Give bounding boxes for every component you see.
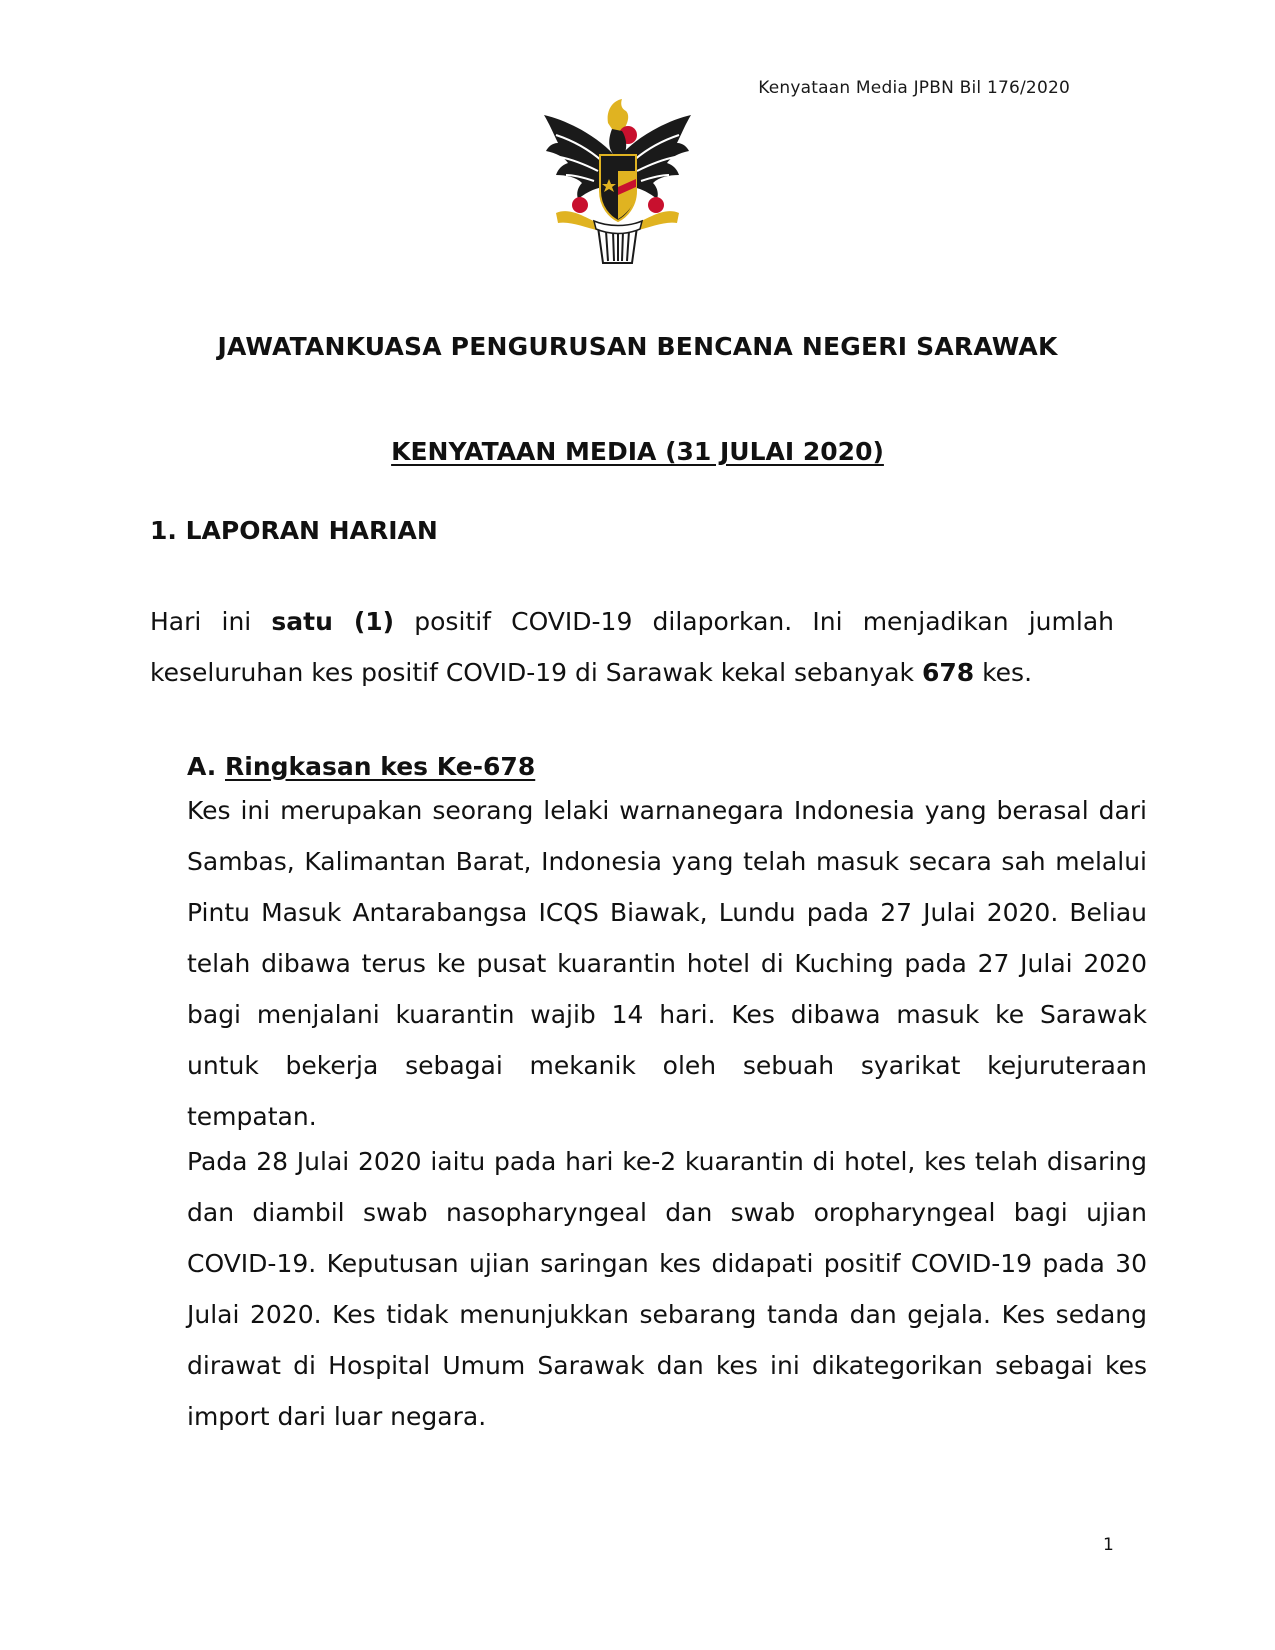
intro-text-1: Hari ini bbox=[150, 607, 272, 636]
intro-text-3: kes. bbox=[974, 658, 1033, 687]
intro-paragraph bbox=[150, 596, 1114, 698]
sarawak-coat-of-arms-icon bbox=[536, 95, 699, 270]
case-summary-paragraph-1: Kes ini merupakan seorang lelaki warnanegara Indonesia yang berasal dari Sambas, Kalimantan Barat, Indonesia yang telah masuk secara sah melalui Pintu Masuk Antarabangsa ICQS Biawak, Lundu pada 27 Julai 2020. Beliau telah dibawa terus ke pusat kuarantin hotel di Kuching pada 27 Julai 2020 bagi menjalani kuarantin wajib 14 hari. Kes dibawa masuk ke Sarawak untuk bekerja sebagai mekanik oleh sebuah syarikat kejuruteraan tempatan. bbox=[187, 796, 1147, 1131]
subsection-label: A. bbox=[187, 752, 226, 781]
intro-total-count: 678 bbox=[921, 658, 975, 687]
page-number: 1 bbox=[1103, 1535, 1114, 1555]
case-summary-paragraph-2: Pada 28 Julai 2020 iaitu pada hari ke-2 kuarantin di hotel, kes telah disaring dan diambil swab nasopharyngeal dan swab oropharyngeal bagi ujian COVID-19. Keputusan ujian saringan kes didapati positif COVID-19 pada 30 Julai 2020. Kes tidak menunjukkan sebarang tanda dan gejala. Kes sedang dirawat di Hospital Umum Sarawak dan kes ini dikategorikan sebagai kes import dari luar negara. bbox=[187, 1147, 1147, 1431]
intro-text-2: positif COVID-19 dilaporkan. Ini menjadikan jumlah keseluruhan kes positif COVID-19 di Sarawak kekal sebanyak bbox=[150, 607, 1114, 687]
document-reference: Kenyataan Media JPBN Bil 176/2020 bbox=[758, 78, 1070, 98]
intro-case-count: satu (1) bbox=[271, 607, 395, 636]
organization-title: JAWATANKUASA PENGURUSAN BENCANA NEGERI SARAWAK bbox=[217, 332, 1058, 361]
coat-of-arms-graphic bbox=[536, 95, 699, 270]
section-heading: 1. LAPORAN HARIAN bbox=[150, 516, 438, 545]
statement-title: KENYATAAN MEDIA (31 JULAI 2020) bbox=[391, 437, 884, 466]
subsection-heading bbox=[187, 752, 535, 781]
subsection-title: Ringkasan kes Ke-678 bbox=[225, 752, 536, 781]
